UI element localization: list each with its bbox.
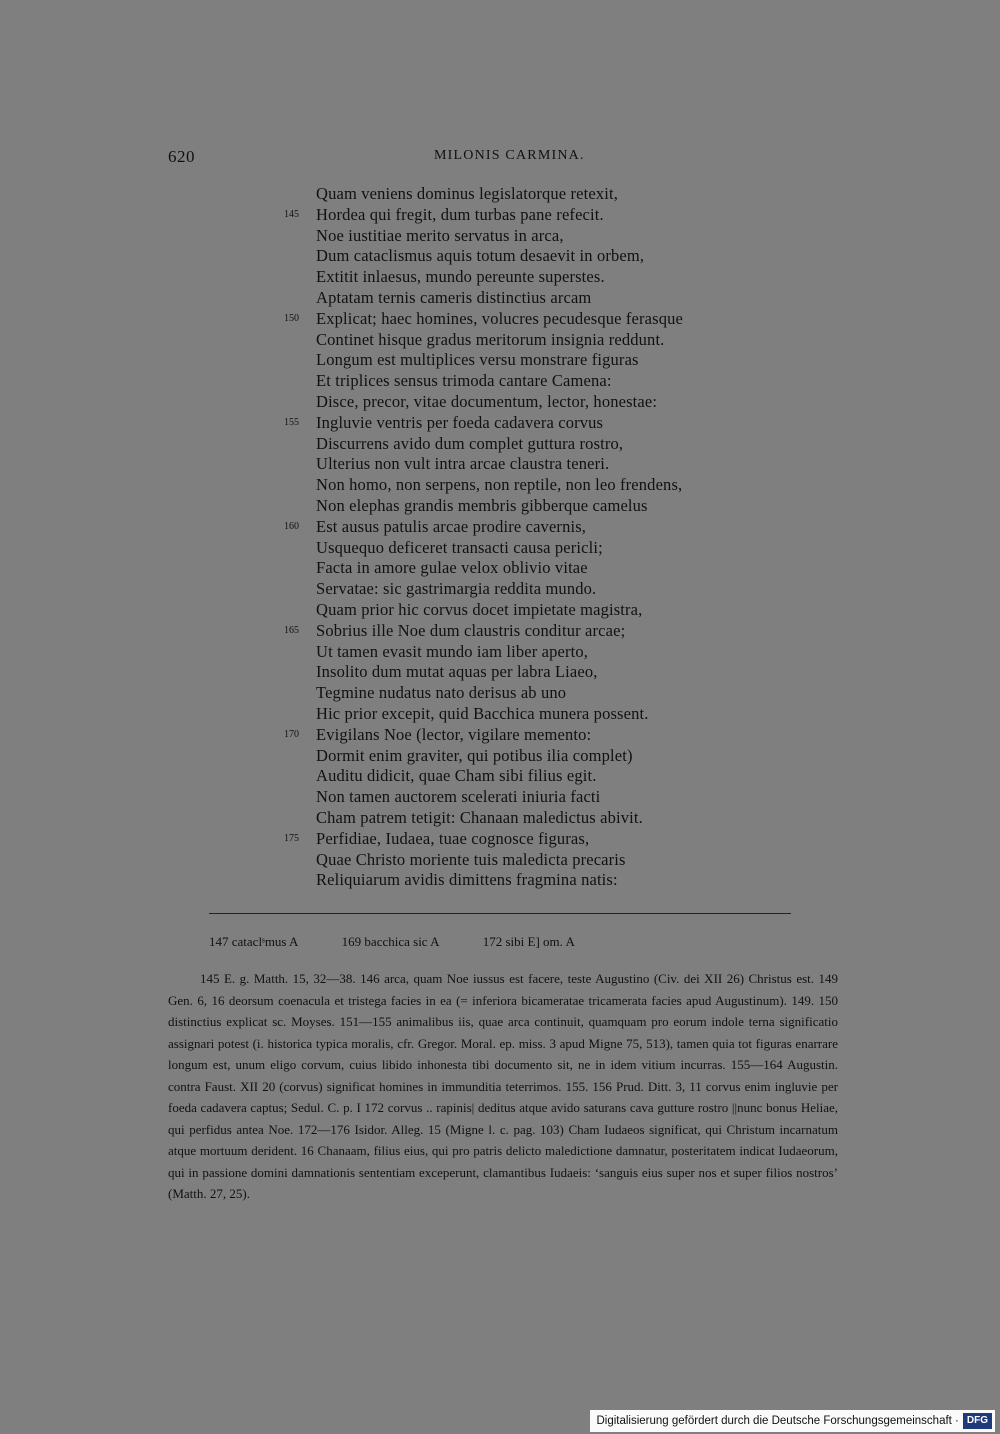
verse-text: Quam prior hic corvus docet impietate magistra, (316, 599, 643, 619)
verse-line (0, 330, 1000, 351)
verse-text: Non elephas grandis membris gibberque camelus (316, 495, 648, 515)
verse-line (0, 600, 1000, 621)
verse-number: 145 (284, 208, 299, 220)
verse-text: Evigilans Noe (lector, vigilare memento: (316, 724, 592, 744)
verse-number: 150 (284, 312, 299, 324)
verse-text: Longum est multiplices versu monstrare figuras (316, 350, 639, 370)
verse-number: 160 (284, 520, 299, 532)
credit-text: Digitalisierung gefördert durch die Deutsche Forschungsgemeinschaft · (596, 1415, 959, 1427)
verse-number: 175 (284, 832, 299, 844)
verse-line (0, 413, 1000, 434)
verse-line (0, 787, 1000, 808)
verse-line (0, 829, 1000, 850)
verse-line (0, 538, 1000, 559)
verse-line (0, 642, 1000, 663)
verse-text: Ut tamen evasit mundo iam liber aperto, (316, 641, 589, 661)
verse-line (0, 579, 1000, 600)
verse-line (0, 808, 1000, 829)
verse-text: Non tamen auctorem scelerati iniuria facti (316, 787, 601, 807)
verse-text: Noe iustitiae merito servatus in arca, (316, 225, 564, 245)
verse-text: Usquequo deficeret transacti causa pericli; (316, 537, 603, 557)
apparatus-entry: 147 cataclˢmus A (209, 934, 299, 949)
verse-text: Extitit inlaesus, mundo pereunte superstes. (316, 267, 605, 287)
verse-line (0, 392, 1000, 413)
verse-number: 155 (284, 416, 299, 428)
verse-line (0, 309, 1000, 330)
verse-number: 170 (284, 728, 299, 740)
verse-text: Discurrens avido dum complet guttura rostro, (316, 433, 624, 453)
verse-text: Facta in amore gulae velox oblivio vitae (316, 558, 588, 578)
verse-text: Servatae: sic gastrimargia reddita mundo. (316, 579, 597, 599)
critical-apparatus (209, 934, 615, 950)
verse-line (0, 205, 1000, 226)
verse-line (0, 454, 1000, 475)
commentary-notes: 145 E. g. Matth. 15, 32—38. 146 arca, quam Noe iussus est facere, teste Augustino (Civ. dei XII 26) Christus est. 149 Gen. 6, 16 deorsum coenacula et tristega facies in ea (= inferiora bicameratae tricamerata facies apud Augustinum). 149. 150 distinctius explicat sc. Moyses. 151—155 animalibus iis, quae arca continuit, quamquam pro eorum indole terna significatio assignari potest (i. historica typica moralis, cfr. Gregor. Moral. ep. miss. 3 apud Migne 75, 513), tamen quia tot figuras enarrare longum est, unum eligo corvum, cuius libido inhonesta tibi documento sit, ne in idem vitium incurras. 155—164 Augustin. contra Faust. XII 20 (corvus) significat homines in immunditia teterrimos. 155. 156 Prud. Ditt. 3, 11 corvus enim ingluvie per foeda cadavera captus; Sedul. C. p. I 172 corvus .. rapinis| deditus atque avido saturans cava gutture rostro ||nunc bonus Heliae, qui perfidus antea Noe. 172—176 Isidor. Alleg. 15 (Migne l. c. pag. 103) Cham Iudaeos significat, qui Christum incarnatum atque mortuum derident. 16 Chanaam, filius eius, qui pro patris delicto maledictione damnatur, posteritatem indicat Iudaeorum, qui in passione domini damnationis sententiam exceperunt, clamantibus Iudaeis: ‘sanguis eius super nos et super filios nostros’ (Matth. 27, 25). (168, 971, 838, 1201)
verse-line (0, 267, 1000, 288)
verse-text: Dum cataclismus aquis totum desaevit in orbem, (316, 246, 645, 266)
verse-line (0, 704, 1000, 725)
verse-text: Hic prior excepit, quid Bacchica munera possent. (316, 703, 649, 723)
verse-line (0, 371, 1000, 392)
verse-text: Et triplices sensus trimoda cantare Camena: (316, 371, 612, 391)
digitization-credit (590, 1410, 995, 1432)
verse-line (0, 496, 1000, 517)
verse-line (0, 766, 1000, 787)
page-number: 620 (168, 147, 195, 166)
verse-text: Quam veniens dominus legislatorque retexit, (316, 184, 619, 203)
verse-text: Sobrius ille Noe dum claustris conditur arcae; (316, 620, 626, 640)
verse-text: Ingluvie ventris per foeda cadavera corvus (316, 412, 604, 432)
verse-text: Explicat; haec homines, volucres pecudesque ferasque (316, 308, 683, 328)
verse-line (0, 288, 1000, 309)
verse-line (0, 184, 1000, 205)
verse-text: Insolito dum mutat aquas per labra Liaeo, (316, 662, 598, 682)
page-header (0, 147, 1000, 171)
verse-line (0, 725, 1000, 746)
verse-text: Disce, precor, vitae documentum, lector, honestae: (316, 391, 658, 411)
verse-text: Est ausus patulis arcae prodire cavernis, (316, 516, 587, 536)
verse-text: Continet hisque gradus meritorum insignia reddunt. (316, 329, 665, 349)
apparatus-entry: 172 sibi E] om. A (482, 934, 575, 949)
verse-text: Auditu didicit, quae Cham sibi filius egit. (316, 766, 597, 786)
verse-text: Ulterius non vult intra arcae claustra teneri. (316, 454, 610, 474)
verse-line (0, 558, 1000, 579)
verse-line (0, 621, 1000, 642)
verse-line (0, 226, 1000, 247)
running-title: MILONIS CARMINA. (434, 148, 585, 163)
verse-number: 165 (284, 624, 299, 636)
verse-text: Tegmine nudatus nato derisus ab uno (316, 683, 567, 703)
verse-line (0, 683, 1000, 704)
verse-text: Quae Christo moriente tuis maledicta precaris (316, 849, 626, 869)
verse-text: Hordea qui fregit, dum turbas pane refecit. (316, 204, 604, 224)
verse-line (0, 517, 1000, 538)
verse-line (0, 662, 1000, 683)
verse-line (0, 850, 1000, 871)
verse-line (0, 475, 1000, 496)
dfg-logo: DFG (963, 1413, 992, 1429)
verse-line (0, 434, 1000, 455)
verse-text: Dormit enim graviter, qui potibus ilia complet) (316, 745, 633, 765)
verse-text: Reliquiarum avidis dimittens fragmina natis: (316, 870, 618, 890)
verse-text: Aptatam ternis cameris distinctius arcam (316, 287, 592, 307)
verse-text: Cham patrem tetigit: Chanaan maledictus abivit. (316, 807, 643, 827)
verse-line (0, 746, 1000, 767)
apparatus-entry: 169 bacchica sic A (341, 934, 440, 949)
poem-text (0, 184, 1000, 891)
verse-line (0, 350, 1000, 371)
verse-text: Non homo, non serpens, non reptile, non leo frendens, (316, 475, 683, 495)
footnote-rule (209, 913, 791, 914)
verse-line (0, 870, 1000, 891)
verse-line (0, 246, 1000, 267)
verse-text: Perfidiae, Iudaea, tuae cognosce figuras, (316, 828, 590, 848)
